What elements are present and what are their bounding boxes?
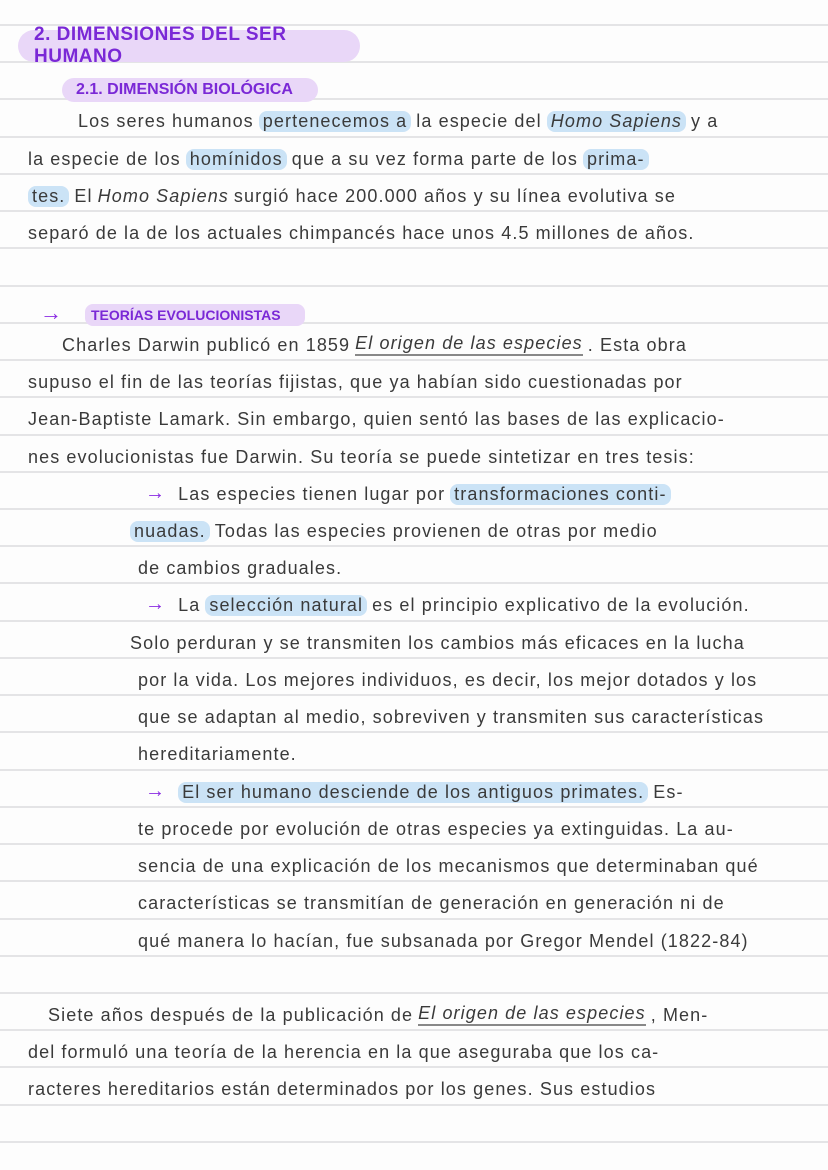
text-line — [28, 212, 699, 249]
text-line — [28, 138, 654, 175]
highlighted-text: homínidos — [186, 149, 287, 170]
highlighted-text: Homo Sapiens — [547, 111, 686, 132]
text-line — [138, 733, 302, 770]
text-line — [48, 994, 713, 1031]
text-line — [138, 808, 739, 845]
highlighted-text: El ser humano desciende de los antiguos primates. — [178, 782, 648, 803]
text-segment: nes evolucionistas fue Darwin. Su teoría se puede sintetizar en tres tesis: — [28, 446, 695, 467]
text-line — [28, 175, 681, 212]
subsection-heading — [62, 78, 318, 102]
text-line — [145, 584, 755, 621]
text-segment: de cambios graduales. — [138, 558, 343, 579]
topic-heading-text: TEORÍAS EVOLUCIONISTAS — [91, 307, 281, 323]
text-line — [28, 361, 688, 398]
text-line — [145, 473, 676, 510]
text-segment: la especie de los — [28, 148, 181, 169]
text-segment: Jean-Baptiste Lamark. Sin embargo, quien sentó las bases de las explicacio- — [28, 409, 725, 430]
text-line — [138, 696, 769, 733]
text-segment: Las especies tienen lugar por — [178, 483, 446, 504]
text-line — [130, 622, 750, 659]
arrow-right-icon: → — [145, 593, 167, 616]
text-line — [130, 510, 663, 547]
text-line — [28, 1068, 661, 1105]
text-segment: y a — [691, 111, 719, 132]
text-segment: que se adaptan al medio, sobreviven y transmiten sus características — [138, 707, 765, 728]
highlighted-text: selección natural — [205, 595, 367, 616]
text-segment: te procede por evolución de otras especies ya extinguidas. La au- — [138, 818, 734, 839]
text-segment: El origen de las especies — [355, 333, 583, 356]
text-segment: racteres hereditarios están determinados por los genes. Sus estudios — [28, 1079, 657, 1100]
highlighted-text: prima- — [583, 149, 649, 170]
arrow-right-icon: → — [40, 300, 62, 325]
rule-line — [0, 285, 828, 287]
text-line — [138, 845, 764, 882]
text-segment: , Men- — [650, 1004, 709, 1025]
subsection-heading-text: 2.1. DIMENSIÓN BIOLÓGICA — [76, 81, 293, 98]
text-segment: Los seres humanos — [78, 111, 254, 132]
text-line — [145, 771, 689, 808]
text-line — [62, 324, 692, 361]
text-segment: por la vida. Los mejores individuos, es decir, los mejor dotados y los — [138, 669, 758, 690]
text-segment: separó de la de los actuales chimpancés hace unos 4.5 millones de años. — [28, 223, 695, 244]
highlighted-text: nuadas. — [130, 521, 210, 542]
text-line — [138, 547, 347, 584]
section-heading — [18, 24, 360, 67]
text-line — [28, 436, 700, 473]
rule-line — [0, 1141, 828, 1143]
text-segment: El origen de las especies — [418, 1003, 646, 1026]
text-line — [138, 920, 754, 957]
text-segment: la especie del — [416, 111, 542, 132]
text-segment: Solo perduran y se transmiten los cambios más eficaces en la lucha — [130, 632, 745, 653]
text-segment: que a su vez forma parte de los — [291, 148, 578, 169]
text-segment: del formuló una teoría de la herencia en la que aseguraba que los ca- — [28, 1042, 660, 1063]
text-segment: sencia de una explicación de los mecanismos que determinaban qué — [138, 856, 759, 877]
text-segment: Todas las especies provienen de otras por medio — [214, 520, 658, 541]
text-segment: Homo Sapiens — [97, 185, 229, 206]
text-segment: La — [178, 595, 201, 616]
text-segment: es el principio explicativo de la evolución. — [372, 595, 750, 616]
text-segment: características se transmitían de generación en generación ni de — [138, 893, 725, 914]
text-line — [78, 100, 723, 137]
text-segment: qué manera lo hacían, fue subsanada por Gregor Mendel (1822-84) — [138, 930, 749, 951]
text-segment: hereditariamente. — [138, 744, 297, 765]
text-segment: Charles Darwin publicó en 1859 — [62, 334, 351, 355]
highlighted-text: tes. — [28, 186, 69, 207]
text-segment: Siete años después de la publicación de — [48, 1004, 414, 1025]
highlighted-text: pertenecemos a — [259, 111, 411, 132]
arrow-right-icon: → — [145, 481, 167, 504]
text-segment: El — [74, 185, 93, 206]
text-segment: Es- — [653, 781, 684, 802]
text-segment: surgió hace 200.000 años y su línea evolutiva se — [233, 185, 676, 206]
text-line — [138, 659, 762, 696]
highlighted-text: transformaciones conti- — [450, 484, 670, 505]
text-line — [138, 882, 730, 919]
text-segment: . Esta obra — [587, 334, 687, 355]
section-heading-text: 2. DIMENSIONES DEL SER HUMANO — [34, 24, 287, 67]
text-segment: supuso el fin de las teorías fijistas, que ya habían sido cuestionadas por — [28, 372, 683, 393]
text-line — [28, 398, 730, 435]
topic-heading — [85, 304, 305, 326]
arrow-right-icon: → — [145, 779, 167, 802]
text-line — [28, 1031, 664, 1068]
